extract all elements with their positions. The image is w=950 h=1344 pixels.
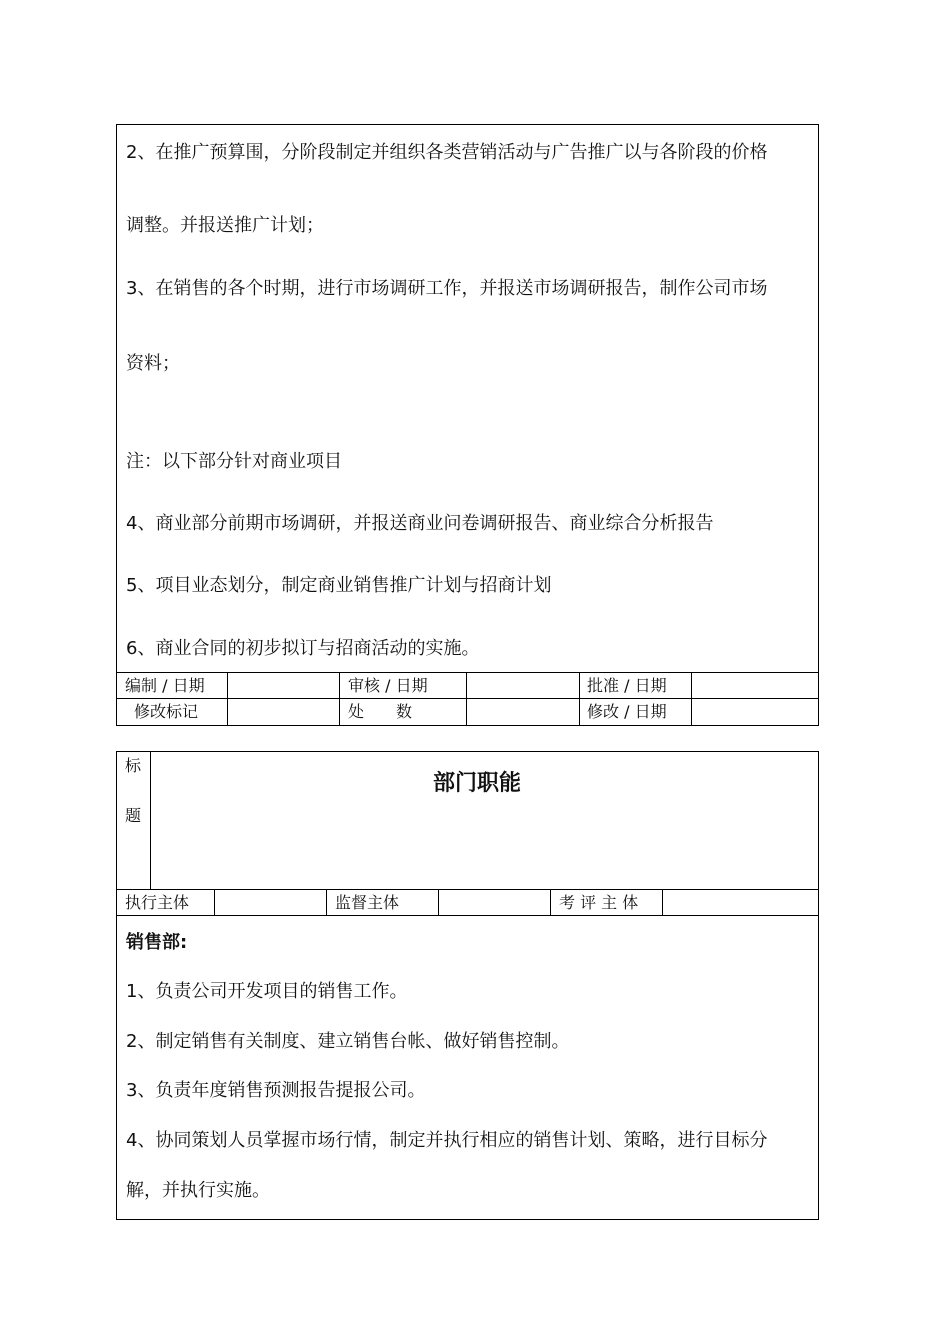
divider	[326, 889, 327, 915]
footer-label-revision-mark: 修改标记	[134, 702, 199, 721]
footer-label-count: 处 数	[348, 702, 413, 721]
list-item: 1、负责公司开发项目的销售工作。	[126, 981, 408, 1002]
divider	[691, 672, 692, 725]
label-evaluating-body: 考 评 主 体	[559, 893, 639, 912]
list-item: 2、制定销售有关制度、建立销售台帐、做好销售控制。	[126, 1031, 570, 1052]
divider	[339, 672, 340, 725]
footer-label-reviewed: 审核 / 日期	[348, 676, 428, 695]
divider	[227, 672, 228, 725]
divider	[117, 915, 818, 916]
page-title: 部门职能	[433, 771, 522, 796]
label-supervising-body: 监督主体	[335, 893, 400, 912]
divider	[662, 889, 663, 915]
divider	[117, 672, 818, 673]
paragraph: 调整。并报送推广计划；	[126, 215, 324, 236]
list-item: 3、负责年度销售预测报告提报公司。	[126, 1080, 426, 1101]
label-executing-body: 执行主体	[125, 893, 190, 912]
footer-label-approved: 批准 / 日期	[587, 676, 667, 695]
title-label-char: 标	[125, 756, 142, 775]
divider	[466, 672, 467, 725]
note-paragraph: 注：以下部分针对商业项目	[126, 451, 342, 472]
paragraph: 6、商业合同的初步拟订与招商活动的实施。	[126, 638, 480, 659]
divider	[214, 889, 215, 915]
list-item: 解，并执行实施。	[126, 1180, 270, 1201]
section-heading: 销售部:	[126, 932, 188, 953]
divider	[117, 889, 818, 890]
footer-label-revised: 修改 / 日期	[587, 702, 667, 721]
divider	[550, 889, 551, 915]
paragraph: 5、项目业态划分，制定商业销售推广计划与招商计划	[126, 575, 552, 596]
divider	[150, 752, 151, 889]
paragraph: 资料；	[126, 353, 180, 374]
title-label-char: 题	[125, 806, 142, 825]
paragraph: 2、在推广预算围，分阶段制定并组织各类营销活动与广告推广以与各阶段的价格	[126, 142, 768, 163]
department-function-table	[116, 751, 819, 1220]
responsibility-table-continued	[116, 124, 819, 726]
paragraph: 3、在销售的各个时期，进行市场调研工作，并报送市场调研报告，制作公司市场	[126, 278, 768, 299]
list-item: 4、协同策划人员掌握市场行情，制定并执行相应的销售计划、策略，进行目标分	[126, 1130, 768, 1151]
divider	[438, 889, 439, 915]
divider	[579, 672, 580, 725]
footer-label-compiled: 编制 / 日期	[125, 676, 205, 695]
divider	[117, 698, 818, 699]
paragraph: 4、商业部分前期市场调研，并报送商业问卷调研报告、商业综合分析报告	[126, 513, 714, 534]
